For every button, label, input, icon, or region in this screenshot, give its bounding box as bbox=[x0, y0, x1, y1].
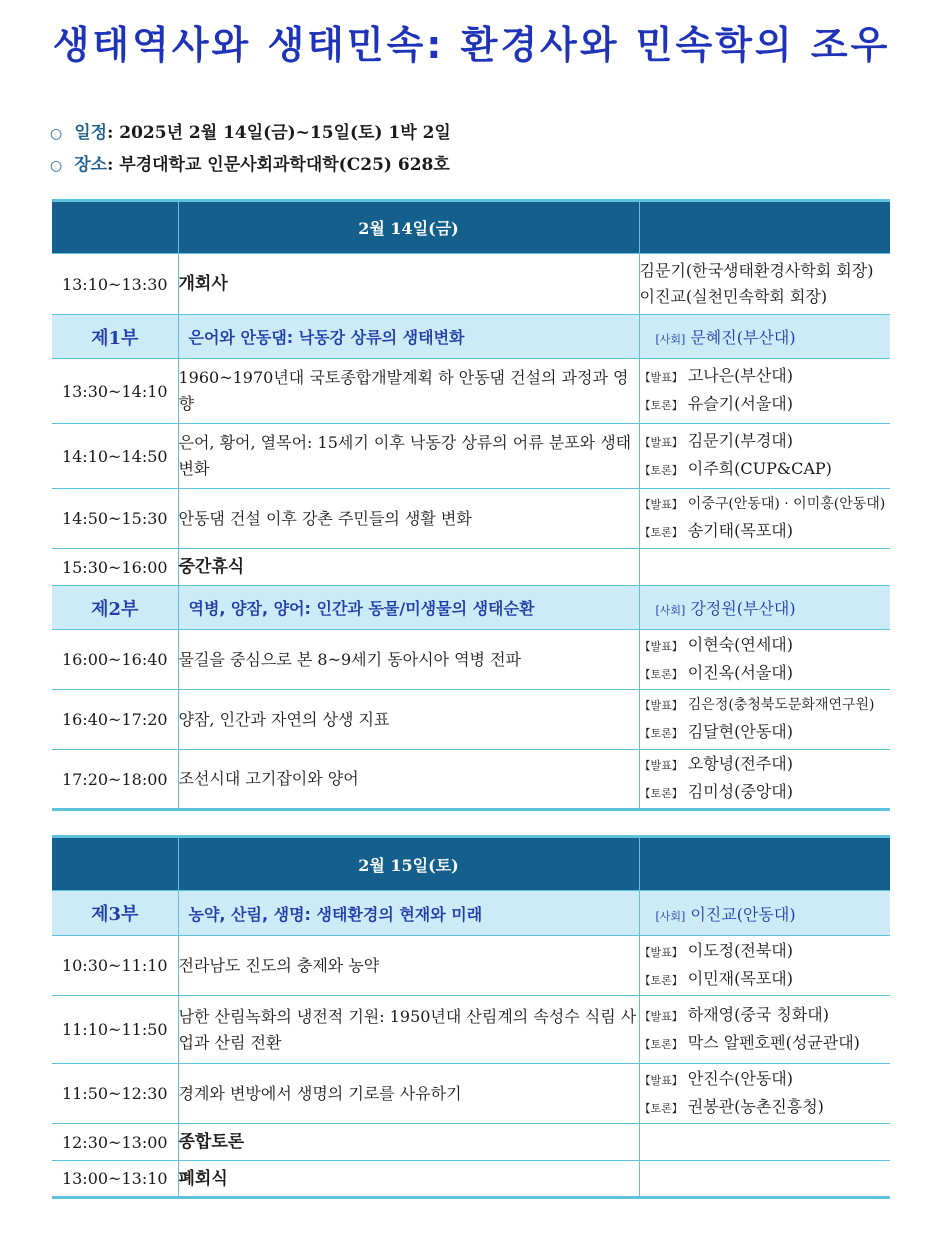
presenter-name: 하재영(중국 칭화대) bbox=[687, 1004, 829, 1024]
people-cell bbox=[639, 750, 890, 810]
people-cell bbox=[639, 359, 890, 424]
schedule-line bbox=[50, 118, 451, 143]
presenter bbox=[640, 1066, 891, 1094]
empty-cell bbox=[639, 549, 890, 586]
presenter bbox=[640, 428, 891, 456]
presenter bbox=[640, 491, 891, 518]
topic-cell: 폐회식 bbox=[178, 1161, 639, 1198]
discussion-row bbox=[52, 1124, 890, 1161]
bullet-icon: ○ bbox=[50, 158, 63, 174]
presenter-name: 김은정(충청북도문화재연구원) bbox=[687, 697, 875, 713]
part-label: 제2부 bbox=[52, 586, 178, 630]
chair-cell bbox=[639, 586, 890, 630]
time-cell: 11:10~11:50 bbox=[52, 996, 178, 1064]
people-cell bbox=[639, 1064, 890, 1124]
discussant-name: 김달현(안동대) bbox=[687, 722, 793, 741]
present-tag: 【발표】 bbox=[639, 1009, 683, 1023]
time-cell: 11:50~12:30 bbox=[52, 1064, 178, 1124]
chair-name: 강정원(부산대) bbox=[690, 599, 796, 618]
people-cell bbox=[639, 254, 890, 315]
presenter bbox=[640, 751, 891, 779]
table-row bbox=[52, 489, 890, 549]
discussant bbox=[640, 966, 891, 994]
table-row bbox=[52, 936, 890, 996]
discuss-tag: 【토론】 bbox=[639, 727, 683, 740]
session-title: 역병, 양잠, 양어: 인간과 동물/미생물의 생태순환 bbox=[178, 586, 639, 630]
time-cell: 14:10~14:50 bbox=[52, 424, 178, 489]
header-blank-cell bbox=[52, 837, 178, 891]
present-tag: 【발표】 bbox=[639, 498, 683, 511]
time-cell: 13:00~13:10 bbox=[52, 1161, 178, 1198]
venue-line bbox=[50, 150, 450, 175]
session-title: 은어와 안동댐: 낙동강 상류의 생태변화 bbox=[178, 315, 639, 359]
chair-tag: [사회] bbox=[655, 604, 686, 617]
part2-row bbox=[52, 586, 890, 630]
topic-cell: 안동댐 건설 이후 강촌 주민들의 생활 변화 bbox=[178, 489, 639, 549]
present-tag: 【발표】 bbox=[639, 759, 683, 772]
closing-row bbox=[52, 1161, 890, 1198]
time-cell: 10:30~11:10 bbox=[52, 936, 178, 996]
people-cell bbox=[639, 690, 890, 750]
schedule-label: 일정 bbox=[74, 123, 108, 143]
topic-cell: 개회사 bbox=[178, 254, 639, 315]
empty-cell bbox=[639, 1124, 890, 1161]
presenter bbox=[640, 692, 891, 719]
topic-cell: 중간휴식 bbox=[178, 549, 639, 586]
table-row bbox=[52, 359, 890, 424]
people-cell bbox=[639, 630, 890, 690]
discuss-tag: 【토론】 bbox=[639, 399, 683, 412]
day2-header-row bbox=[52, 837, 890, 891]
venue-label: 장소 bbox=[74, 155, 108, 175]
presenter bbox=[640, 363, 891, 391]
empty-cell bbox=[639, 1161, 890, 1198]
bullet-icon: ○ bbox=[50, 126, 63, 142]
present-tag: 【발표】 bbox=[639, 371, 683, 384]
table-row bbox=[52, 424, 890, 489]
time-cell: 12:30~13:00 bbox=[52, 1124, 178, 1161]
topic-cell: 1960~1970년대 국토종합개발계획 하 안동댐 건설의 과정과 영향 bbox=[178, 359, 639, 424]
table-row bbox=[52, 996, 890, 1064]
time-cell: 14:50~15:30 bbox=[52, 489, 178, 549]
chair-name: 이진교(안동대) bbox=[690, 904, 796, 924]
presenter-name: 고나은(부산대) bbox=[687, 366, 793, 385]
venue-value: : 부경대학교 인문사회과학대학(C25) 628호 bbox=[107, 155, 450, 175]
opening-row bbox=[52, 254, 890, 315]
part3-row bbox=[52, 891, 890, 936]
topic-cell: 물길을 중심으로 본 8~9세기 동아시아 역병 전파 bbox=[178, 630, 639, 690]
discussant-name: 이진옥(서울대) bbox=[687, 662, 793, 682]
discussant bbox=[640, 1030, 891, 1058]
discuss-tag: 【토론】 bbox=[639, 1037, 683, 1051]
presenter-name: 이중구(안동대) · 이미홍(안동대) bbox=[687, 496, 886, 512]
break-row bbox=[52, 549, 890, 586]
page-title: 생태역사와 생태민속: 환경사와 민속학의 조우 bbox=[52, 23, 891, 67]
day2-date: 2월 15일(토) bbox=[178, 837, 639, 891]
discussant-name: 송기태(목포대) bbox=[687, 521, 793, 540]
discuss-tag: 【토론】 bbox=[639, 526, 683, 539]
present-tag: 【발표】 bbox=[639, 436, 683, 449]
day2-schedule-table bbox=[52, 835, 890, 1199]
chair-cell bbox=[639, 891, 890, 936]
presenter-name: 김문기(부경대) bbox=[687, 431, 793, 450]
table-row bbox=[52, 690, 890, 750]
people-cell bbox=[639, 996, 890, 1064]
topic-cell: 양잠, 인간과 자연의 상생 지표 bbox=[178, 690, 639, 750]
header-blank-cell bbox=[639, 837, 890, 891]
presenter-name: 오항녕(전주대) bbox=[687, 754, 793, 773]
presenter bbox=[640, 1002, 891, 1030]
discussant bbox=[640, 391, 891, 419]
discussant-name: 유슬기(서울대) bbox=[687, 394, 793, 413]
discuss-tag: 【토론】 bbox=[639, 667, 683, 681]
header-blank-cell bbox=[639, 201, 890, 254]
present-tag: 【발표】 bbox=[639, 699, 683, 712]
people-cell bbox=[639, 489, 890, 549]
chair-tag: [사회] bbox=[655, 909, 686, 923]
day1-date: 2월 14일(금) bbox=[178, 201, 639, 254]
topic-cell: 전라남도 진도의 충제와 농약 bbox=[178, 936, 639, 996]
present-tag: 【발표】 bbox=[639, 945, 683, 959]
part-label: 제3부 bbox=[52, 891, 178, 936]
table-row bbox=[52, 630, 890, 690]
discussant bbox=[640, 456, 891, 484]
chair-cell bbox=[639, 315, 890, 359]
discussant-name: 이주희(CUP&CAP) bbox=[687, 459, 832, 478]
part1-row bbox=[52, 315, 890, 359]
chair-name: 문혜진(부산대) bbox=[690, 328, 796, 347]
discuss-tag: 【토론】 bbox=[639, 1101, 683, 1115]
time-cell: 15:30~16:00 bbox=[52, 549, 178, 586]
discuss-tag: 【토론】 bbox=[639, 787, 683, 800]
discussant bbox=[640, 518, 891, 546]
day1-schedule-table bbox=[52, 199, 890, 811]
presenter-name: 안진수(안동대) bbox=[687, 1068, 793, 1088]
discuss-tag: 【토론】 bbox=[639, 464, 683, 477]
topic-cell: 종합토론 bbox=[178, 1124, 639, 1161]
discussant bbox=[640, 660, 891, 688]
discussant bbox=[640, 779, 891, 807]
time-cell: 16:40~17:20 bbox=[52, 690, 178, 750]
discuss-tag: 【토론】 bbox=[639, 973, 683, 987]
discussant-name: 권봉관(농촌진흥청) bbox=[687, 1096, 824, 1116]
day1-header-row bbox=[52, 201, 890, 254]
present-tag: 【발표】 bbox=[639, 1073, 683, 1087]
part-label: 제1부 bbox=[52, 315, 178, 359]
people-cell bbox=[639, 936, 890, 996]
topic-cell: 조선시대 고기잡이와 양어 bbox=[178, 750, 639, 810]
presenter-name: 이현숙(연세대) bbox=[687, 634, 793, 654]
discussant bbox=[640, 719, 891, 747]
schedule-value: : 2025년 2월 14일(금)~15일(토) 1박 2일 bbox=[107, 123, 451, 143]
presenter bbox=[640, 632, 891, 660]
session-title: 농약, 산림, 생명: 생태환경의 현재와 미래 bbox=[178, 891, 639, 936]
discussant-name: 이민재(목포대) bbox=[687, 968, 793, 988]
table-row bbox=[52, 750, 890, 810]
presenter bbox=[640, 938, 891, 966]
time-cell: 13:30~14:10 bbox=[52, 359, 178, 424]
discussant-name: 김미성(중앙대) bbox=[687, 782, 793, 801]
header-blank-cell bbox=[52, 201, 178, 254]
person: 김문기(한국생태환경사학회 회장) bbox=[639, 261, 874, 280]
people-cell bbox=[639, 424, 890, 489]
table-row bbox=[52, 1064, 890, 1124]
presenter-name: 이도정(전북대) bbox=[687, 940, 793, 960]
topic-cell: 경계와 변방에서 생명의 기로를 사유하기 bbox=[178, 1064, 639, 1124]
chair-tag: [사회] bbox=[655, 333, 686, 346]
time-cell: 13:10~13:30 bbox=[52, 254, 178, 315]
discussant-name: 막스 알펜호펜(성균관대) bbox=[687, 1032, 860, 1052]
topic-cell: 은어, 황어, 열목어: 15세기 이후 낙동강 상류의 어류 분포와 생태변화 bbox=[178, 424, 639, 489]
time-cell: 17:20~18:00 bbox=[52, 750, 178, 810]
discussant bbox=[640, 1094, 891, 1122]
topic-cell: 남한 산림녹화의 냉전적 기원: 1950년대 산림계의 속성수 식림 사업과 산림 전환 bbox=[178, 996, 639, 1064]
present-tag: 【발표】 bbox=[639, 639, 683, 653]
person: 이진교(실천민속학회 회장) bbox=[639, 287, 828, 306]
time-cell: 16:00~16:40 bbox=[52, 630, 178, 690]
